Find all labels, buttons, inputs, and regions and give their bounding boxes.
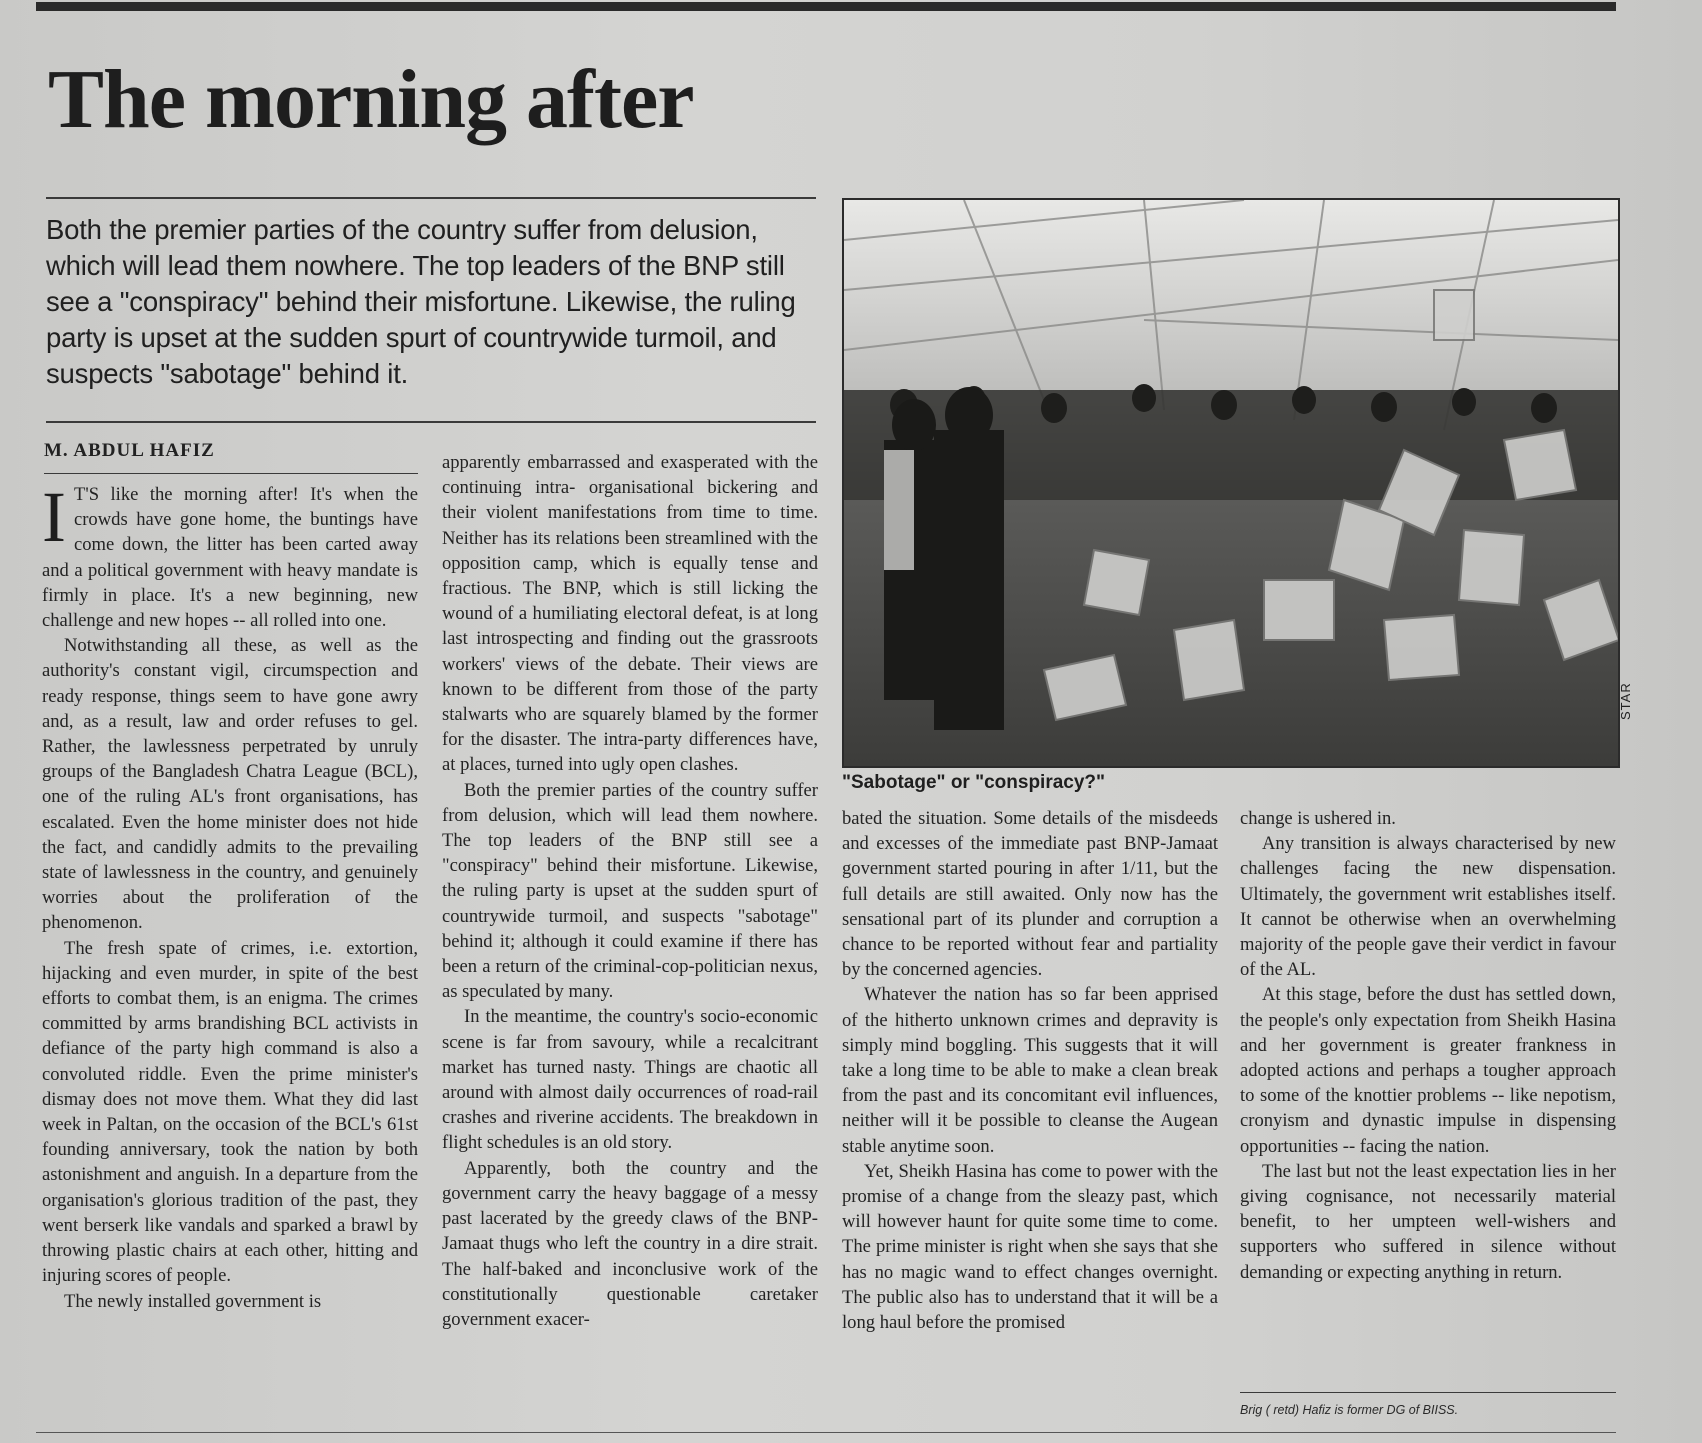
- paragraph: Any transition is always characterised by new challenges facing the new dispensation. Ultimately, the government writ establishes itself. It cannot be otherwise when an overwhelming majority of the people gave their verdict in favour of the AL.: [1240, 833, 1616, 981]
- author-footnote: Brig ( retd) Hafiz is former DG of BIISS.: [1240, 1403, 1459, 1417]
- paragraph: [42, 482, 418, 633]
- paragraph: Both the premier parties of the country suffer from delusion, which will lead them nowhere. The top leaders of the BNP still see a "conspiracy" behind their misfortune. Likewise, the ruling party is upset at the sudden spurt of countrywide turmoil, and suspects "sabotage" behind it; although it could examine if there has been a return of the criminal-cop-politician nexus, as speculated by many.: [442, 779, 818, 1003]
- headline: The morning after: [48, 53, 694, 146]
- paragraph: The last but not the least expectation lies in her giving cognisance, not necessarily material benefit, to her umpteen well-wishers and supporters who suffered in silence without demanding or expecting anything in return.: [1240, 1160, 1616, 1283]
- byline: M. ABDUL HAFIZ: [44, 440, 215, 461]
- paragraph: Notwithstanding all these, as well as the authority's constant vigil, circumspection and ready response, things seem to have gone awry and, as a result, law and order refuses to gel. Rather, the lawlessness perpetrated by unruly groups of the Bangladesh Chatra League (BCL), one of the ruling AL's front organisations, has escalated. Even the home minister does not hide the fact, and candidly admits to the prevailing state of lawlessness in the country, and genuinely worries about the proliferation of the phenomenon.: [42, 635, 418, 934]
- photo-credit: STAR: [1618, 682, 1633, 720]
- byline-rule: [44, 473, 418, 474]
- footnote-rule: [1240, 1392, 1616, 1393]
- paragraph: change is ushered in.: [1240, 808, 1396, 829]
- paragraph: bated the situation. Some details of the misdeeds and excesses of the immediate past BNP-Jamaat government started pouring in after 1/11, but the full details are still awaited. Only now has the sensational part of its plunder and corruption a chance to be reported without fear and partiality by the concerned agencies.: [842, 808, 1218, 981]
- article-column-3: [842, 806, 1218, 1412]
- article-column-4: [1240, 806, 1616, 1386]
- paragraph: Apparently, both the country and the government carry the heavy baggage of a messy past lacerated by the greedy claws of the BNP-Jamaat thugs who left the country in a dire strait. The half-baked and inconclusive work of the constitutionally questionable caretaker government exacer-: [442, 1157, 818, 1330]
- news-photo-chairs-brawl: [842, 198, 1620, 768]
- deck-bottom-rule: [46, 421, 816, 423]
- paragraph: apparently embarrassed and exasperated with the continuing intra- organisational bickering and their violent manifestations from time to time. Neither has its relations been streamlined with the opposition camp, which is equally tense and fractious. The BNP, which is still licking the wound of a humiliating electoral defeat, is at long last introspecting and finding out the grassroots workers' views of the debate. Their views are known to be different from those of the party stalwarts who are squarely blamed by the former for the disaster. The intra-party differences have, at places, turned into ugly open clashes.: [442, 452, 818, 776]
- photo-caption: "Sabotage" or "conspiracy?": [842, 772, 1106, 793]
- paragraph: In the meantime, the country's socio-economic scene is far from savoury, while a recalcitrant market has turned nasty. Things are chaotic all around with almost daily occurrences of road-rail crashes and riverine accidents. The breakdown in flight schedules is an old story.: [442, 1006, 818, 1154]
- paragraph: At this stage, before the dust has settled down, the people's only expectation from Sheikh Hasina and her government is greater frankness in adopted actions and perhaps a tougher approach to some of the knottier problems -- like nepotism, cronyism and dynastic impulse in dispensing opportunities -- facing the nation.: [1240, 984, 1616, 1157]
- paragraph: Whatever the nation has so far been apprised of the hitherto unknown crimes and depravity is simply mind boggling. This suggests that it will take a long time to be able to make a clean break from the past and its concomitant evil influences, neither will it be possible to cleanse the Augean stable anytime soon.: [842, 984, 1218, 1157]
- top-rule: [36, 2, 1616, 11]
- article-column-1: [42, 482, 418, 1402]
- paragraph: Yet, Sheikh Hasina has come to power with the promise of a change from the sleazy past, which will however haunt for quite some time to come. The prime minister is right when she says that she has no magic wand to effect changes overnight. The public also has to understand that it will be a long haul before the promised: [842, 1160, 1218, 1334]
- deck-summary: Both the premier parties of the country suffer from delusion, which will lead them nowhere. The top leaders of the BNP still see a "conspiracy" behind their misfortune. Likewise, the ruling party is upset at the sudden spurt of countrywide turmoil, and suspects "sabotage" behind it.: [46, 214, 796, 389]
- paragraph: The fresh spate of crimes, i.e. extortion, hijacking and even murder, in spite of the best efforts to combat them, is an enigma. The crimes committed by arms brandishing BCL activists in defiance of the party high command is also a convoluted riddle. Even the prime minister's dismay does not move them. What they did last week in Paltan, on the occasion of the BCL's 61st founding anniversary, took the nation by both astonishment and anguish. In a departure from the organisation's glorious tradition of the past, they went berserk like vandals and sparked a brawl by throwing plastic chairs at each other, hitting and injuring scores of people.: [42, 937, 418, 1287]
- paragraph: The newly installed government is: [64, 1290, 322, 1312]
- article-column-2: [442, 450, 818, 1412]
- drop-cap: I: [42, 482, 66, 557]
- deck-top-rule: [46, 197, 816, 199]
- bottom-rule: [36, 1432, 1616, 1433]
- paragraph-text: T'S like the morning after! It's when the crowds have gone home, the buntings have come down, the litter has been carted away and a political government with heavy mandate is firmly in place. It's a new beginning, new challenge and new hopes -- all rolled into one.: [42, 484, 418, 632]
